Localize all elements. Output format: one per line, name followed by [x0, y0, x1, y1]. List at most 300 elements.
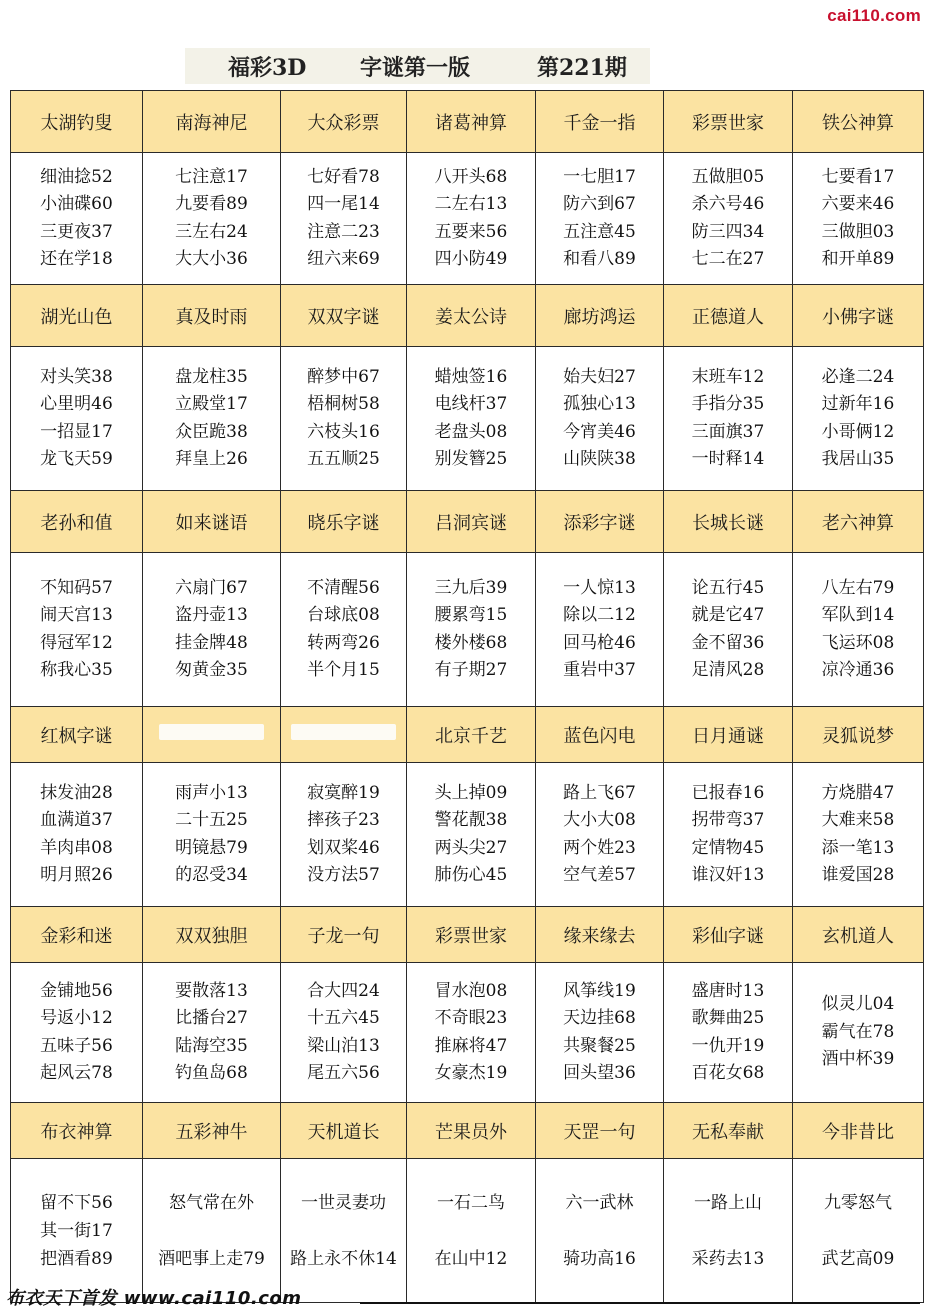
riddle-line: 尾五六56: [307, 1063, 380, 1083]
riddle-line: 霸气在78: [821, 1021, 895, 1042]
column-header: [407, 1103, 536, 1159]
riddle-line: 必逢二24: [821, 366, 895, 387]
column-header: [407, 491, 536, 553]
riddle-cell: [281, 347, 407, 491]
riddle-row: [11, 347, 924, 491]
riddle-line: 山陕陕38: [563, 449, 636, 469]
header-row: [11, 707, 924, 763]
riddle-line: 还在学18: [40, 249, 113, 269]
column-header: [664, 91, 793, 153]
riddle-line: 龙飞天59: [40, 449, 113, 469]
riddle-line: 老盘头08: [434, 421, 508, 442]
riddle-line: 闹天宫13: [40, 605, 113, 625]
riddle-line: 和开单89: [821, 249, 895, 269]
riddle-line: 风筝线19: [563, 980, 636, 1001]
header-label: 金彩和迷: [40, 925, 113, 947]
riddle-line: 除以二12: [563, 605, 636, 625]
riddle-cell: [664, 347, 793, 491]
riddle-line: 众臣跪38: [175, 421, 248, 442]
riddle-line: 有子期27: [434, 660, 508, 680]
riddle-line: 别发簪25: [434, 449, 508, 469]
riddle-line: 空气差57: [563, 865, 636, 885]
riddle-line: 采药去13: [691, 1248, 765, 1269]
column-header: [281, 91, 407, 153]
riddle-line: 对头笑38: [40, 366, 113, 387]
riddle-line: 骑功高16: [563, 1248, 636, 1269]
riddle-cell: [407, 347, 536, 491]
riddle-line: 钓鱼岛68: [175, 1063, 248, 1083]
column-header: [407, 285, 536, 347]
riddle-line: 金铺地56: [40, 980, 113, 1001]
riddle-cell: [281, 1159, 407, 1303]
header-label: 蓝色闪电: [563, 725, 636, 747]
riddle-line: 一仇开19: [691, 1035, 765, 1056]
riddle-line: 心里明46: [40, 394, 113, 414]
riddle-cell: [664, 153, 793, 285]
riddle-line: 寂寞醉19: [307, 782, 380, 803]
riddle-line: 一世灵妻功: [301, 1192, 386, 1213]
riddle-line: 今宵美46: [563, 421, 636, 442]
riddle-line: 酒中杯39: [821, 1049, 895, 1070]
riddle-line: 注意二23: [307, 221, 380, 242]
column-header: [536, 1103, 664, 1159]
riddle-line: 天边挂68: [563, 1008, 636, 1028]
riddle-line: 八左右79: [821, 577, 895, 598]
riddle-line: 凉冷通36: [821, 660, 895, 680]
riddle-line: 起风云78: [40, 1063, 113, 1083]
header-label: 吕洞宾谜: [435, 512, 507, 534]
column-header: [793, 707, 924, 763]
header-label: 如来谜语: [175, 512, 248, 534]
header-row: [11, 285, 924, 347]
riddle-line: 四小防49: [434, 249, 508, 269]
title-edition: 字谜第一版: [360, 54, 471, 81]
column-header: [11, 907, 143, 963]
riddle-line: 小哥俩12: [821, 421, 895, 442]
riddle-line: 五做胆05: [691, 166, 765, 187]
riddle-line: 冒水泡08: [434, 980, 508, 1001]
riddle-cell: [11, 153, 143, 285]
riddle-line: 就是它47: [691, 605, 765, 625]
header-row: [11, 907, 924, 963]
header-row: [11, 91, 924, 153]
riddle-line: 腰累弯15: [434, 605, 508, 625]
riddle-cell: [143, 763, 281, 907]
riddle-line: 十五六45: [307, 1008, 380, 1028]
riddle-line: 三做胆03: [821, 221, 895, 242]
riddle-cell: [11, 763, 143, 907]
header-label: 添彩字谜: [563, 512, 636, 534]
column-header: [793, 491, 924, 553]
riddle-line: 警花靓38: [434, 810, 508, 830]
header-label: 大众彩票: [307, 112, 380, 134]
header-label: 双双字谜: [307, 306, 380, 328]
column-header: [11, 285, 143, 347]
riddle-cell: [536, 553, 664, 707]
header-label: 铁公神算: [822, 112, 894, 134]
riddle-line: 回马枪46: [563, 632, 636, 653]
riddle-cell: [793, 347, 924, 491]
riddle-line: 蜡烛签16: [434, 366, 508, 387]
riddle-line: 五注意45: [563, 221, 636, 242]
riddle-line: 飞运环08: [821, 632, 895, 653]
riddle-line: 军队到14: [821, 605, 895, 625]
riddle-cell: [143, 153, 281, 285]
header-label: 小佛字谜: [822, 306, 894, 328]
riddle-cell: [407, 1159, 536, 1303]
riddle-cell: [536, 963, 664, 1103]
riddle-line: 已报春16: [691, 782, 765, 803]
column-header: [664, 491, 793, 553]
riddle-line: 其一街17: [40, 1220, 113, 1241]
header-label: 老六神算: [822, 512, 894, 534]
riddle-line: 一石二鸟: [437, 1192, 505, 1213]
riddle-line: 武艺高09: [821, 1248, 895, 1269]
column-header: [143, 285, 281, 347]
riddle-row: [11, 963, 924, 1103]
riddle-line: 比播台27: [175, 1008, 248, 1028]
header-label: 彩仙字谜: [692, 925, 764, 947]
riddle-line: 大难来58: [821, 810, 895, 830]
riddle-line: 二左右13: [434, 194, 508, 214]
header-label: 无私奉献: [692, 1121, 764, 1143]
riddle-line: 孤独心13: [563, 394, 636, 414]
riddle-line: 称我心35: [40, 660, 113, 680]
riddle-line: 始夫妇27: [563, 366, 636, 387]
header-label: 子龙一句: [307, 925, 380, 947]
header-row: [11, 1103, 924, 1159]
title-issue-number: 第221期: [537, 54, 627, 81]
column-header: [11, 91, 143, 153]
riddle-line: 雨声小13: [175, 782, 248, 803]
column-header: [536, 707, 664, 763]
header-label: 今非昔比: [822, 1121, 894, 1143]
riddle-line: 回头望36: [563, 1063, 636, 1083]
riddle-line: 羊肉串08: [40, 837, 113, 858]
riddle-line: 两头尖27: [434, 837, 508, 858]
riddle-line: 六一武林: [565, 1192, 634, 1213]
riddle-line: 共聚餐25: [563, 1035, 636, 1056]
riddle-line: 不知码57: [40, 577, 113, 598]
riddle-line: 六要来46: [821, 194, 895, 214]
header-label: 老孙和值: [40, 512, 113, 534]
riddle-line: 七注意17: [175, 166, 248, 187]
riddle-line: 添一笔13: [821, 837, 895, 858]
riddle-line: 拐带弯37: [691, 810, 765, 830]
riddle-cell: [536, 347, 664, 491]
riddle-line: 得冠军12: [40, 632, 113, 653]
obscured-header-label: [159, 724, 264, 740]
riddle-line: 小油碟60: [40, 194, 113, 214]
column-header: [143, 907, 281, 963]
riddle-line: 醉梦中67: [307, 366, 380, 387]
footer-source: 布衣天下首发 www.cai110.com: [6, 1288, 302, 1309]
riddle-line: 盗丹壶13: [175, 605, 248, 625]
riddle-line: 电线杆37: [434, 394, 508, 414]
riddle-line: 三面旗37: [691, 421, 765, 442]
riddle-line: 的忍受34: [175, 865, 248, 885]
riddle-line: 在山中12: [434, 1248, 508, 1269]
riddle-row: [11, 153, 924, 285]
riddle-line: 挂金牌48: [175, 632, 248, 653]
riddle-line: 七二在27: [691, 249, 765, 269]
riddle-line: 梧桐树58: [307, 394, 380, 414]
riddle-line: 肺伤心45: [434, 865, 508, 885]
riddle-line: 和看八89: [563, 249, 636, 269]
header-label: 晓乐字谜: [307, 512, 380, 534]
riddle-line: 台球底08: [307, 605, 380, 625]
riddle-line: 怒气常在外: [169, 1192, 254, 1213]
riddle-cell: [11, 1159, 143, 1303]
column-header: [536, 491, 664, 553]
header-label: 姜太公诗: [435, 306, 507, 328]
riddle-line: 明镜悬79: [175, 837, 248, 858]
column-header: [143, 1103, 281, 1159]
column-header: [664, 285, 793, 347]
riddle-line: 谁汉奸13: [691, 865, 765, 885]
riddle-line: 二十五25: [175, 810, 248, 830]
header-label: 彩票世家: [435, 925, 507, 947]
header-label: 彩票世家: [692, 112, 764, 134]
header-label: 正德道人: [692, 306, 764, 328]
riddle-line: 论五行45: [691, 577, 765, 598]
column-header: [536, 907, 664, 963]
riddle-line: 纽六来69: [307, 249, 380, 269]
header-label: 太湖钓叟: [40, 112, 113, 134]
column-header: [143, 707, 281, 763]
riddle-line: 没方法57: [307, 865, 380, 885]
riddle-cell: [407, 553, 536, 707]
column-header: [281, 907, 407, 963]
riddle-cell: [143, 1159, 281, 1303]
riddle-line: 梁山泊13: [307, 1035, 380, 1056]
riddle-line: 手指分35: [691, 394, 765, 414]
riddle-line: 七好看78: [307, 166, 380, 187]
riddle-grid: [10, 90, 924, 1303]
riddle-cell: [793, 553, 924, 707]
header-label: 长城长谜: [692, 512, 764, 534]
riddle-line: 号返小12: [40, 1008, 113, 1028]
riddle-cell: [664, 1159, 793, 1303]
riddle-line: 转两弯26: [307, 632, 380, 653]
riddle-line: 末班车12: [691, 366, 765, 387]
column-header: [793, 1103, 924, 1159]
riddle-line: 三九后39: [434, 577, 508, 598]
riddle-line: 百花女68: [691, 1063, 765, 1083]
riddle-line: 一时释14: [691, 449, 765, 469]
riddle-line: 女豪杰19: [434, 1063, 508, 1083]
riddle-line: 留不下56: [40, 1192, 113, 1213]
riddle-cell: [143, 553, 281, 707]
header-label: 双双独胆: [175, 925, 248, 947]
header-label: 廊坊鸿运: [563, 306, 636, 328]
column-header: [11, 707, 143, 763]
riddle-line: 方烧腊47: [821, 782, 895, 803]
riddle-line: 防三四34: [691, 221, 765, 242]
footer-rule: [360, 1302, 920, 1304]
riddle-line: 推麻将47: [434, 1035, 508, 1056]
riddle-line: 三更夜37: [40, 221, 113, 242]
column-header: [281, 285, 407, 347]
riddle-cell: [11, 347, 143, 491]
riddle-line: 盘龙柱35: [175, 366, 248, 387]
riddle-row: [11, 763, 924, 907]
riddle-line: 路上永不休14: [290, 1248, 397, 1269]
riddle-cell: [664, 763, 793, 907]
riddle-line: 细油捻52: [40, 166, 113, 187]
header-label: 诸葛神算: [435, 112, 507, 134]
riddle-line: 谁爱国28: [821, 865, 895, 885]
riddle-cell: [407, 763, 536, 907]
riddle-line: 金不留36: [691, 632, 765, 653]
riddle-line: 头上掉09: [434, 782, 508, 803]
riddle-line: 楼外楼68: [434, 632, 508, 653]
riddle-line: 两个姓23: [563, 837, 636, 858]
riddle-line: 不清醒56: [307, 577, 380, 598]
column-header: [664, 1103, 793, 1159]
column-header: [407, 907, 536, 963]
riddle-line: 八开头68: [434, 166, 508, 187]
riddle-line: 防六到67: [563, 194, 636, 214]
riddle-cell: [143, 963, 281, 1103]
riddle-cell: [536, 1159, 664, 1303]
riddle-line: 五味子56: [40, 1035, 113, 1056]
header-label: 湖光山色: [40, 306, 113, 328]
riddle-line: 匆黄金35: [175, 660, 248, 680]
column-header: [11, 491, 143, 553]
column-header: [664, 907, 793, 963]
riddle-line: 定情物45: [691, 837, 765, 858]
riddle-line: 划双桨46: [307, 837, 380, 858]
riddle-cell: [281, 153, 407, 285]
riddle-cell: [664, 963, 793, 1103]
header-label: 玄机道人: [822, 925, 894, 947]
column-header: [143, 491, 281, 553]
riddle-line: 明月照26: [40, 865, 113, 885]
riddle-line: 合大四24: [307, 980, 380, 1001]
riddle-line: 我居山35: [821, 449, 895, 469]
riddle-cell: [281, 553, 407, 707]
riddle-cell: [281, 763, 407, 907]
header-label: 灵狐说梦: [822, 725, 894, 747]
riddle-line: 立殿堂17: [175, 394, 248, 414]
riddle-line: 一路上山: [694, 1192, 762, 1213]
header-label: 天罡一句: [563, 1121, 636, 1143]
column-header: [281, 491, 407, 553]
header-label: 五彩神牛: [175, 1121, 248, 1143]
riddle-line: 陆海空35: [175, 1035, 248, 1056]
header-label: 北京千艺: [435, 725, 507, 747]
header-label: 真及时雨: [175, 306, 248, 328]
riddle-cell: [536, 763, 664, 907]
riddle-line: 一七胆17: [563, 166, 636, 187]
riddle-line: 大大小36: [175, 249, 248, 269]
column-header: [281, 707, 407, 763]
riddle-cell: [407, 963, 536, 1103]
riddle-line: 五要来56: [434, 221, 508, 242]
riddle-line: 七要看17: [821, 166, 895, 187]
riddle-row: [11, 553, 924, 707]
riddle-line: 歌舞曲25: [691, 1008, 765, 1028]
riddle-cell: [11, 963, 143, 1103]
riddle-line: 六扇门67: [175, 577, 248, 598]
column-header: [407, 707, 536, 763]
column-header: [281, 1103, 407, 1159]
header-label: 天机道长: [307, 1121, 380, 1143]
riddle-line: 杀六号46: [691, 194, 765, 214]
obscured-header-label: [291, 724, 396, 740]
riddle-cell: [793, 963, 924, 1103]
header-label: 红枫字谜: [40, 725, 113, 747]
title-lottery-name: 福彩3D: [228, 54, 307, 81]
column-header: [407, 91, 536, 153]
riddle-line: 九要看89: [175, 194, 248, 214]
riddle-row: [11, 1159, 924, 1303]
riddle-line: 把酒看89: [40, 1248, 113, 1269]
riddle-cell: [793, 1159, 924, 1303]
header-label: 缘来缘去: [563, 925, 636, 947]
riddle-line: 九零怒气: [824, 1192, 892, 1213]
column-header: [536, 91, 664, 153]
riddle-line: 酒吧事上走79: [158, 1248, 265, 1269]
riddle-line: 半个月15: [307, 660, 380, 680]
column-header: [793, 907, 924, 963]
riddle-line: 路上飞67: [563, 782, 636, 803]
riddle-cell: [407, 153, 536, 285]
riddle-line: 足清风28: [691, 660, 765, 680]
riddle-cell: [281, 963, 407, 1103]
column-header: [664, 707, 793, 763]
site-watermark: cai110.com: [827, 6, 921, 25]
riddle-cell: [793, 153, 924, 285]
header-row: [11, 491, 924, 553]
header-label: 日月通谜: [692, 725, 764, 747]
riddle-cell: [143, 347, 281, 491]
riddle-line: 六枝头16: [307, 421, 380, 442]
column-header: [793, 91, 924, 153]
riddle-line: 三左右24: [175, 221, 248, 242]
header-label: 南海神尼: [175, 112, 248, 134]
riddle-line: 摔孩子23: [307, 810, 380, 830]
riddle-line: 四一尾14: [307, 194, 380, 214]
riddle-line: 血满道37: [40, 810, 113, 830]
header-label: 布衣神算: [40, 1121, 113, 1143]
column-header: [11, 1103, 143, 1159]
header-label: 千金一指: [563, 112, 636, 134]
riddle-cell: [793, 763, 924, 907]
riddle-line: 重岩中37: [563, 660, 636, 680]
riddle-cell: [11, 553, 143, 707]
riddle-line: 抹发油28: [40, 782, 113, 803]
page-title: [185, 48, 650, 84]
riddle-line: 大小大08: [563, 810, 636, 830]
riddle-line: 不奇眼23: [434, 1008, 508, 1028]
riddle-line: 过新年16: [821, 394, 895, 414]
riddle-cell: [664, 553, 793, 707]
riddle-line: 一人惊13: [563, 577, 636, 598]
riddle-cell: [536, 153, 664, 285]
riddle-line: 要散落13: [175, 980, 248, 1001]
riddle-line: 拜皇上26: [175, 449, 248, 469]
column-header: [793, 285, 924, 347]
column-header: [143, 91, 281, 153]
riddle-line: 五五顺25: [307, 449, 380, 469]
riddle-line: 盛唐时13: [691, 980, 765, 1001]
riddle-line: 似灵儿04: [821, 994, 895, 1015]
riddle-line: 一招显17: [40, 421, 113, 442]
header-label: 芒果员外: [435, 1121, 507, 1143]
column-header: [536, 285, 664, 347]
